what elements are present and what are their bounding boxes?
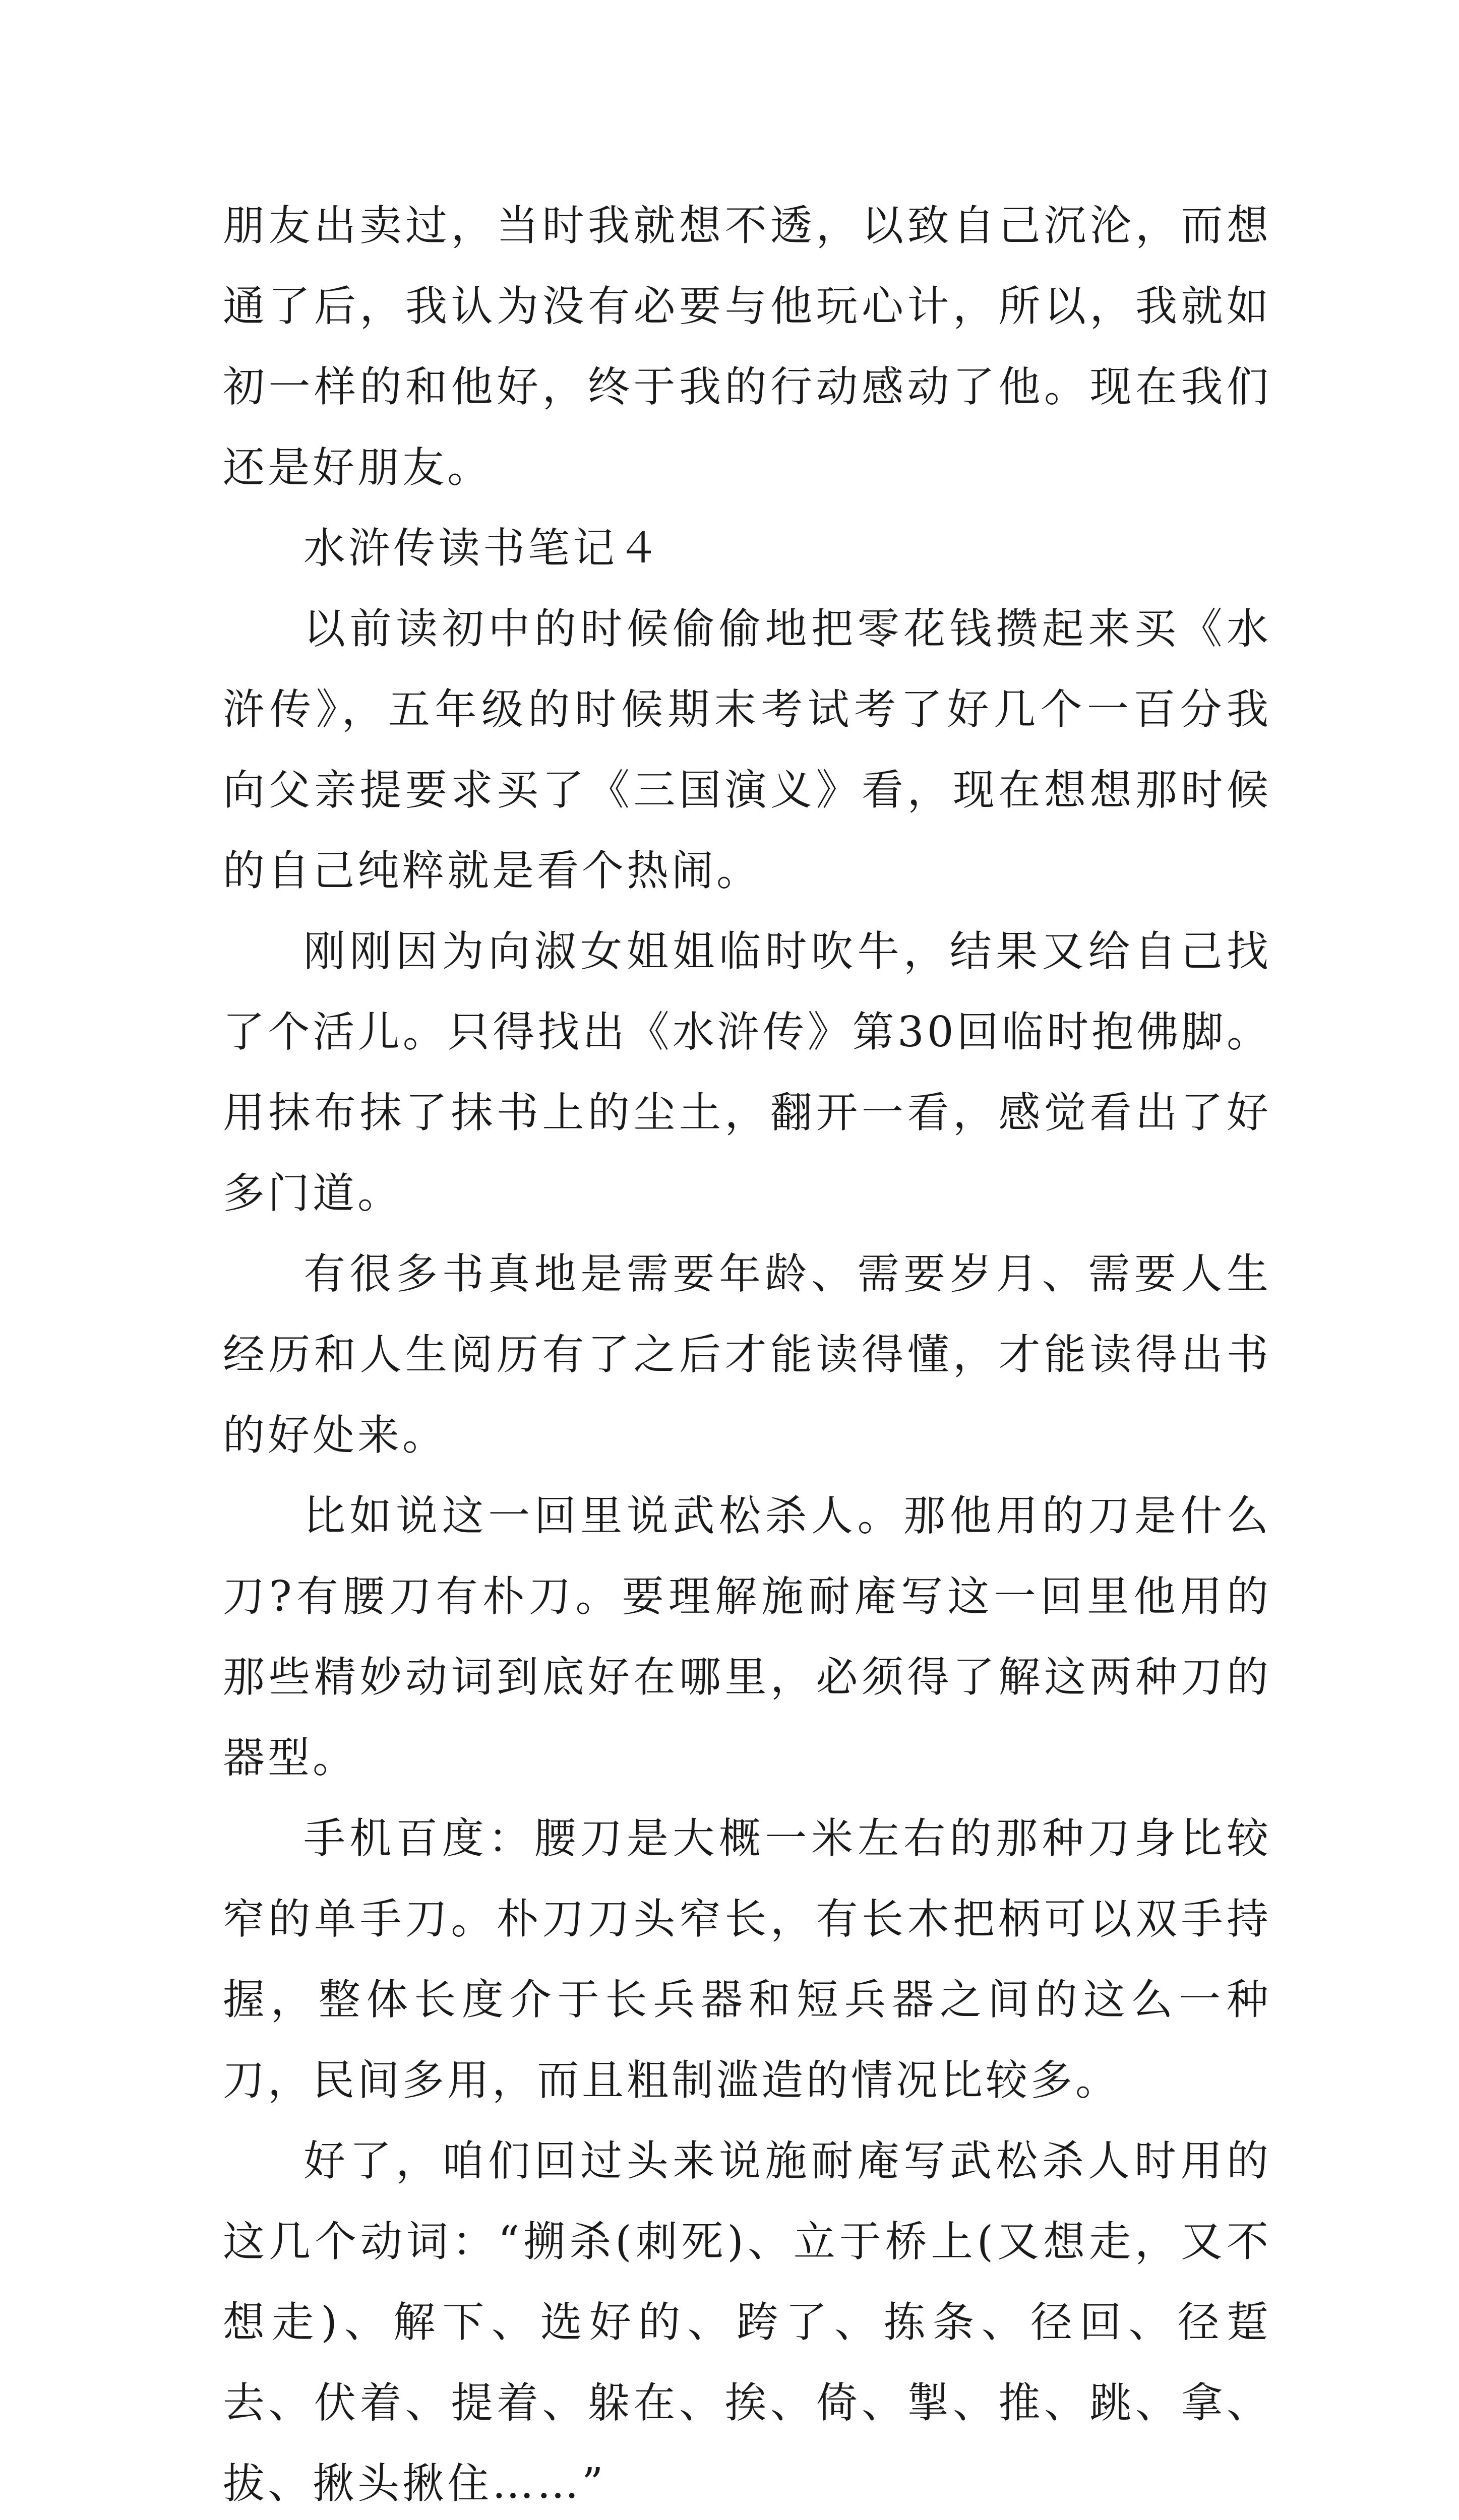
paragraph: 以前读初中的时候偷偷地把零花钱攒起来买《水浒传》，五年级的时候期末考试考了好几个一百分我向父亲提要求买了《三国演义》看，现在想想那时候的自己纯粹就是看个热闹。 [223, 604, 1271, 895]
section-heading: 水浒传读书笔记４ [303, 524, 662, 573]
paragraph: 好了，咱们回过头来说施耐庵写武松杀人时用的这几个动词：“搠杀(刺死)、立于桥上(又想走，又不想走)、解下、选好的、跨了、拣条、径回、径踅去、伏着、提着、躲在、挨、倚、掣、推、跳、拿、拔、揪头揪住……” [223, 2136, 1271, 2508]
paragraph-continuation: 朋友出卖过，当时我就想不透，以致自己沉沦，而想通了后，我认为没有必要与他玩心计，所以，我就如初一样的和他好，终于我的行动感动了他。现在我们还是好朋友。 [223, 201, 1271, 492]
paragraph: 有很多书真地是需要年龄、需要岁月、需要人生经历和人生阅历有了之后才能读得懂，才能读得出书的好处来。 [223, 1249, 1271, 1460]
paragraph: 手机百度：腰刀是大概一米左右的那种刀身比较窄的单手刀。朴刀刀头窄长，有长木把柄可以双手持握，整体长度介于长兵器和短兵器之间的这么一种刀，民间多用，而且粗制滥造的情况比较多。 [223, 1814, 1271, 2105]
document-body [223, 185, 1271, 2520]
paragraph: 比如说这一回里说武松杀人。那他用的刀是什么刀?有腰刀有朴刀。要理解施耐庵写这一回里他用的那些精妙动词到底好在哪里，必须得了解这两种刀的器型。 [223, 1491, 1271, 1782]
paragraph: 刚刚因为向淑女姐姐临时吹牛，结果又给自己找了个活儿。只得找出《水浒传》第30回临时抱佛脚。用抹布抹了抹书上的尘土，翻开一看，感觉看出了好多门道。 [223, 927, 1271, 1218]
